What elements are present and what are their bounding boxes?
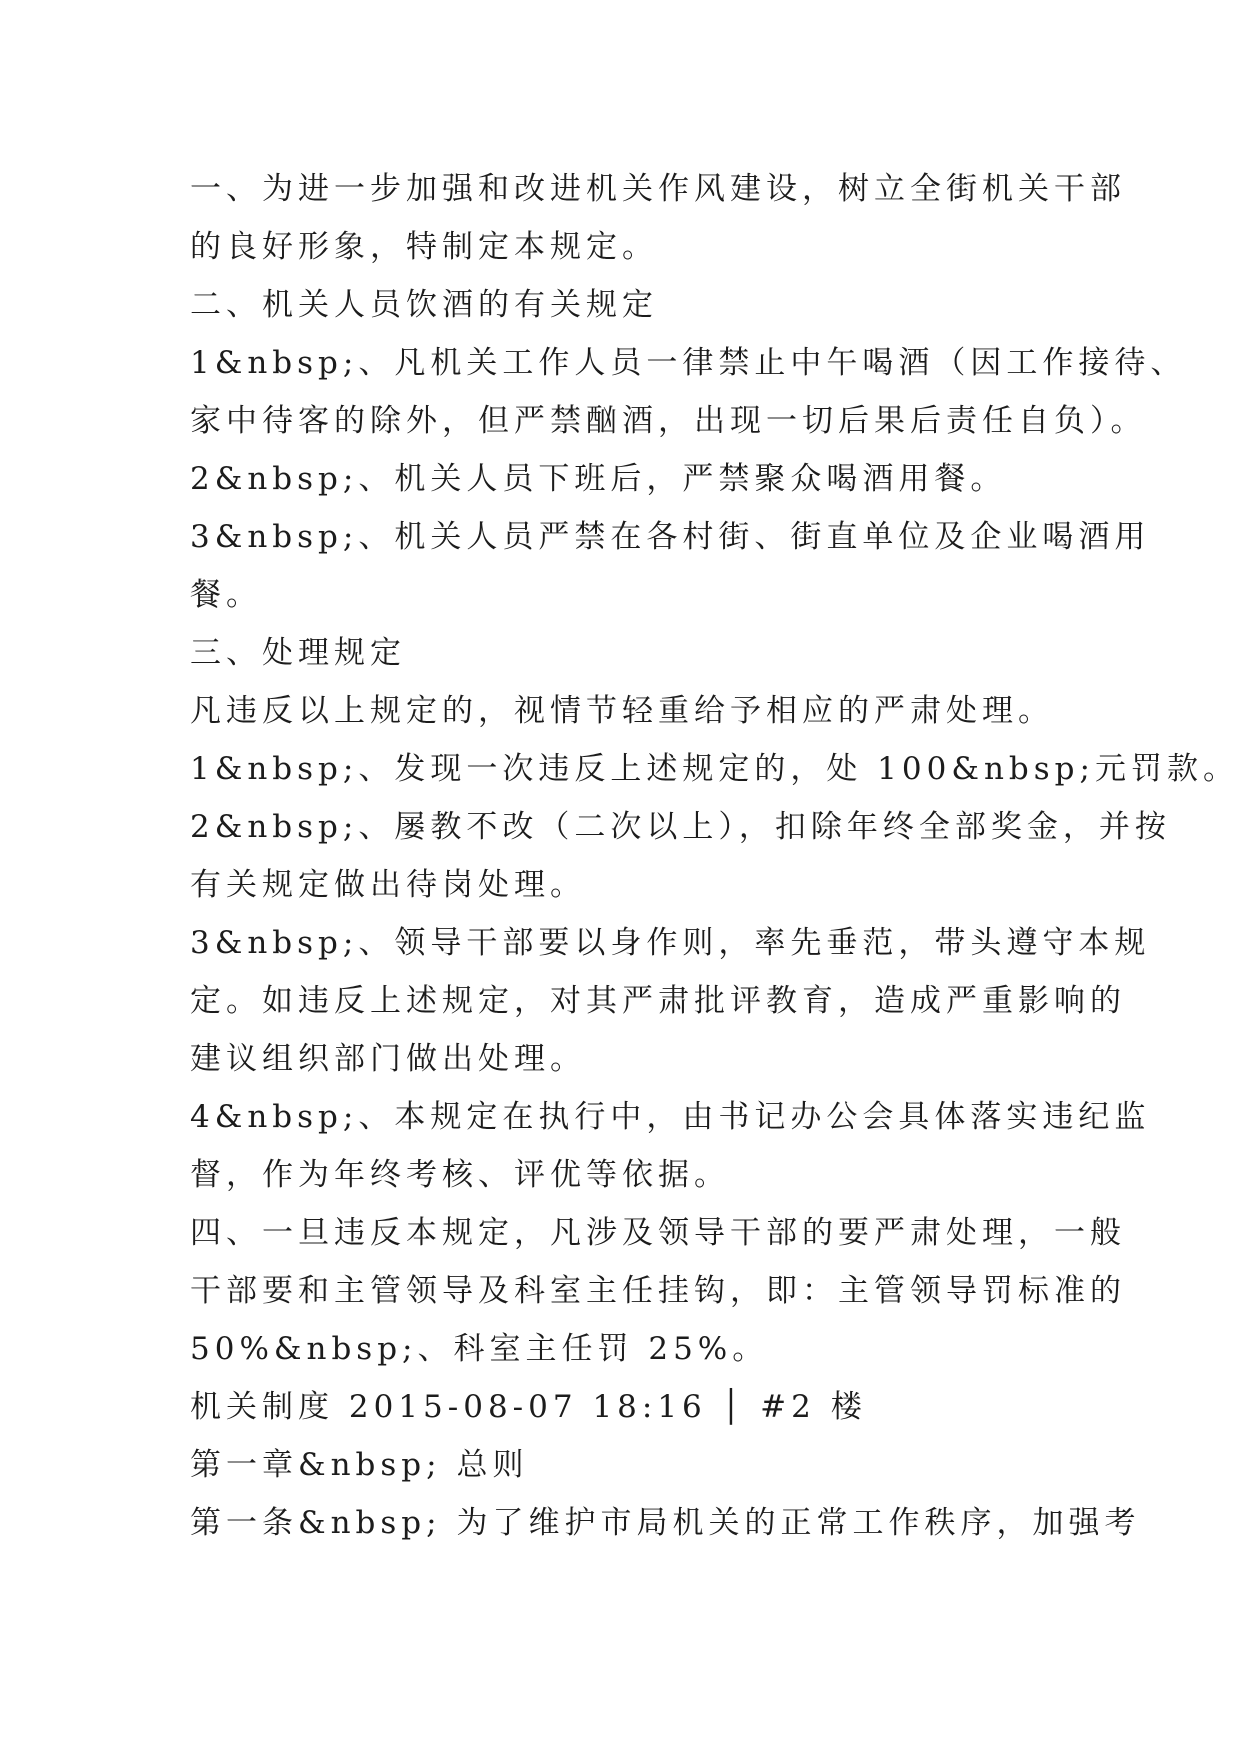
text-line: 干部要和主管领导及科室主任挂钩，即：主管领导罚标准的 [190, 1273, 1126, 1309]
text-line: 凡违反以上规定的，视情节轻重给予相应的严肃处理。 [190, 693, 1054, 729]
text-line: 督，作为年终考核、评优等依据。 [190, 1157, 730, 1193]
text-line: 定。如违反上述规定，对其严肃批评教育，造成严重影响的 [190, 983, 1126, 1019]
document-body [190, 160, 1239, 1552]
text-line: 的良好形象，特制定本规定。 [190, 229, 658, 265]
text-line: 第一条&nbsp; 为了维护市局机关的正常工作秩序，加强考 [190, 1505, 1141, 1541]
section-heading: 四、一旦违反本规定，凡涉及领导干部的要严肃处理，一般 [190, 1215, 1126, 1251]
text-line: 50%&nbsp;、科室主任罚 25%。 [190, 1331, 769, 1367]
text-line: 3&nbsp;、领导干部要以身作则，率先垂范，带头遵守本规 [190, 925, 1151, 961]
text-line: 1&nbsp;、发现一次违反上述规定的，处 100&nbsp;元罚款。 [190, 751, 1239, 787]
text-line: 一、为进一步加强和改进机关作风建设，树立全街机关干部 [190, 171, 1126, 207]
text-line: 2&nbsp;、屡教不改（二次以上），扣除年终全部奖金，并按 [190, 809, 1171, 845]
post-meta-line: 机关制度 2015-08-07 18:16 │ #2 楼 [190, 1389, 867, 1425]
text-line: 1&nbsp;、凡机关工作人员一律禁止中午喝酒（因工作接待、 [190, 345, 1187, 381]
text-line: 建议组织部门做出处理。 [190, 1041, 586, 1077]
section-heading: 二、机关人员饮酒的有关规定 [190, 287, 658, 323]
section-heading: 三、处理规定 [190, 635, 406, 671]
text-line: 3&nbsp;、机关人员严禁在各村街、街直单位及企业喝酒用 [190, 519, 1151, 555]
text-line: 餐。 [190, 577, 262, 613]
text-line: 家中待客的除外，但严禁酗酒，出现一切后果后责任自负）。 [190, 403, 1147, 439]
text-line: 有关规定做出待岗处理。 [190, 867, 586, 903]
chapter-heading: 第一章&nbsp; 总则 [190, 1447, 529, 1483]
text-line: 2&nbsp;、机关人员下班后，严禁聚众喝酒用餐。 [190, 461, 1007, 497]
text-line: 4&nbsp;、本规定在执行中，由书记办公会具体落实违纪监 [190, 1099, 1151, 1135]
